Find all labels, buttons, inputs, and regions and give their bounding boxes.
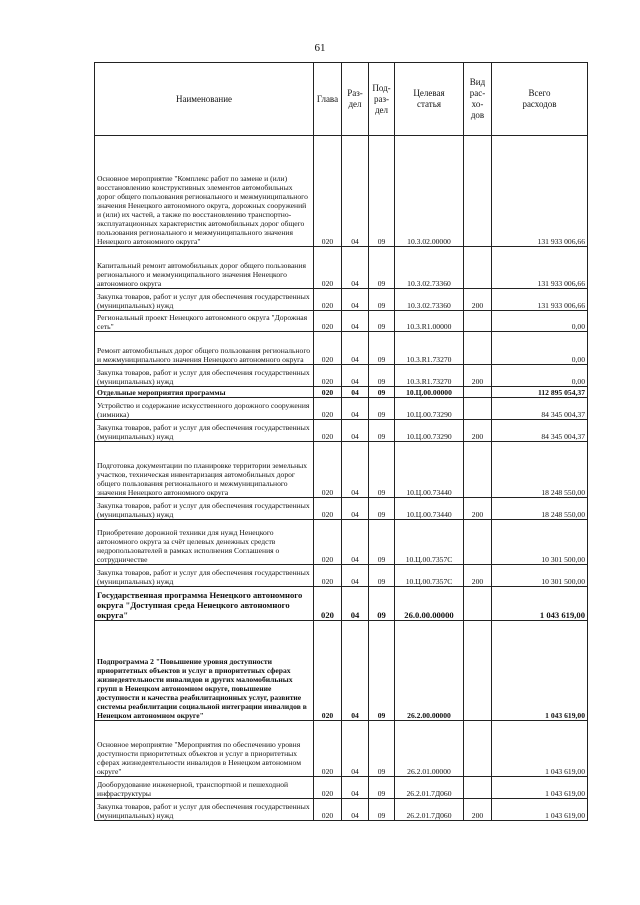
cell-total: 112 895 054,37 — [492, 387, 588, 398]
cell-vid — [464, 777, 492, 799]
cell-razdel: 04 — [342, 442, 369, 498]
cell-glava: 020 — [314, 136, 342, 247]
cell-podrazdel: 09 — [369, 721, 395, 777]
table-row — [95, 442, 588, 498]
cell-glava: 020 — [314, 289, 342, 311]
table-row — [95, 498, 588, 520]
cell-target: 10.Ц.00.00000 — [395, 387, 464, 398]
cell-vid: 200 — [464, 565, 492, 587]
cell-target: 10.3.R1.73270 — [395, 365, 464, 387]
cell-razdel: 04 — [342, 799, 369, 821]
cell-podrazdel: 09 — [369, 621, 395, 721]
cell-name: Капитальный ремонт автомобильных дорог общего пользования регионального и межмуниципального значения Ненецкого автономного округа — [95, 247, 314, 289]
cell-name: Закупка товаров, работ и услуг для обеспечения государственных (муниципальных) нужд — [95, 565, 314, 587]
table-row — [95, 799, 588, 821]
cell-vid — [464, 387, 492, 398]
cell-name: Закупка товаров, работ и услуг для обеспечения государственных (муниципальных) нужд — [95, 799, 314, 821]
cell-total: 0,00 — [492, 332, 588, 365]
cell-razdel: 04 — [342, 289, 369, 311]
cell-glava: 020 — [314, 332, 342, 365]
cell-vid: 200 — [464, 498, 492, 520]
cell-target: 10.Ц.00.73290 — [395, 420, 464, 442]
cell-razdel: 04 — [342, 565, 369, 587]
cell-razdel: 04 — [342, 247, 369, 289]
table-row — [95, 621, 588, 721]
cell-vid — [464, 587, 492, 621]
cell-target: 10.Ц.00.73440 — [395, 442, 464, 498]
cell-vid — [464, 520, 492, 565]
cell-name: Дооборудование инженерной, транспортной и пешеходной инфраструктуры — [95, 777, 314, 799]
header-glava: Глава — [314, 63, 342, 136]
cell-podrazdel: 09 — [369, 398, 395, 420]
cell-razdel: 04 — [342, 777, 369, 799]
table-row — [95, 520, 588, 565]
cell-glava: 020 — [314, 365, 342, 387]
cell-name: Государственная программа Ненецкого автономного округа "Доступная среда Ненецкого автономного округа" — [95, 587, 314, 621]
cell-name: Ремонт автомобильных дорог общего пользования регионального и межмуниципального значения Ненецкого автономного округа — [95, 332, 314, 365]
cell-name: Подпрограмма 2 "Повышение уровня доступности приоритетных объектов и услуг в приоритетных сферах жизнедеятельности инвалидов и других маломобильных групп в Ненецком автономном округе, повышение доступности и качества реабилитационных услуг, развитие системы реабилитации социальной интеграции инвалидов в Ненецком автономном округе" — [95, 621, 314, 721]
cell-razdel: 04 — [342, 365, 369, 387]
cell-vid — [464, 311, 492, 332]
cell-target: 10.3.R1.00000 — [395, 311, 464, 332]
cell-target: 10.Ц.00.7357С — [395, 565, 464, 587]
cell-vid — [464, 442, 492, 498]
cell-target: 26.2.01.7Д060 — [395, 799, 464, 821]
table-row — [95, 136, 588, 247]
cell-glava: 020 — [314, 777, 342, 799]
cell-glava: 020 — [314, 799, 342, 821]
cell-name: Закупка товаров, работ и услуг для обеспечения государственных (муниципальных) нужд — [95, 289, 314, 311]
cell-name: Региональный проект Ненецкого автономного округа "Дорожная сеть" — [95, 311, 314, 332]
cell-glava: 020 — [314, 387, 342, 398]
cell-total: 131 933 006,66 — [492, 136, 588, 247]
cell-total: 84 345 004,37 — [492, 398, 588, 420]
cell-podrazdel: 09 — [369, 311, 395, 332]
table-row — [95, 398, 588, 420]
cell-glava: 020 — [314, 587, 342, 621]
cell-target: 10.3.02.73360 — [395, 247, 464, 289]
cell-podrazdel: 09 — [369, 387, 395, 398]
cell-razdel: 04 — [342, 398, 369, 420]
cell-name: Закупка товаров, работ и услуг для обеспечения государственных (муниципальных) нужд — [95, 498, 314, 520]
header-name: Наименование — [95, 63, 314, 136]
cell-glava: 020 — [314, 520, 342, 565]
cell-glava: 020 — [314, 398, 342, 420]
table-row — [95, 247, 588, 289]
cell-name: Устройство и содержание искусственного дорожного сооружения (зимника) — [95, 398, 314, 420]
cell-podrazdel: 09 — [369, 247, 395, 289]
table-header-row — [95, 63, 588, 136]
cell-total: 1 043 619,00 — [492, 799, 588, 821]
budget-table — [94, 62, 588, 821]
cell-podrazdel: 09 — [369, 498, 395, 520]
cell-vid: 200 — [464, 289, 492, 311]
cell-target: 10.3.R1.73270 — [395, 332, 464, 365]
cell-razdel: 04 — [342, 498, 369, 520]
cell-total: 1 043 619,00 — [492, 621, 588, 721]
cell-total: 1 043 619,00 — [492, 777, 588, 799]
cell-total: 18 248 550,00 — [492, 498, 588, 520]
cell-target: 10.Ц.00.73440 — [395, 498, 464, 520]
table-row — [95, 777, 588, 799]
cell-glava: 020 — [314, 721, 342, 777]
header-podrazdel: Под- раз- дел — [369, 63, 395, 136]
cell-vid — [464, 398, 492, 420]
cell-razdel: 04 — [342, 387, 369, 398]
cell-glava: 020 — [314, 498, 342, 520]
cell-vid: 200 — [464, 365, 492, 387]
table-row — [95, 565, 588, 587]
cell-razdel: 04 — [342, 721, 369, 777]
table-row — [95, 332, 588, 365]
cell-total: 1 043 619,00 — [492, 587, 588, 621]
cell-total: 18 248 550,00 — [492, 442, 588, 498]
cell-name: Основное мероприятие "Мероприятия по обеспечению уровня доступности приоритетных объектов и услуг в приоритетных сферах жизнедеятельности инвалидов в Ненецком автономном округе" — [95, 721, 314, 777]
cell-podrazdel: 09 — [369, 565, 395, 587]
table-row — [95, 311, 588, 332]
cell-razdel: 04 — [342, 621, 369, 721]
header-target: Целевая статья — [395, 63, 464, 136]
cell-razdel: 04 — [342, 332, 369, 365]
cell-vid — [464, 332, 492, 365]
cell-podrazdel: 09 — [369, 799, 395, 821]
table-row — [95, 365, 588, 387]
header-total: Всего расходов — [492, 63, 588, 136]
cell-name: Основное мероприятие "Комплекс работ по замене и (или) восстановлению конструктивных элементов автомобильных дорог общего пользования регионального и межмуниципального значения Ненецкого автономного округа, дорожных сооружений и (или) их частей, а также по восстановлению транспортно-эксплуатационных характеристик автомобильных дорог общего пользования регионального и межмуниципального значения Ненецкого автономного округа" — [95, 136, 314, 247]
cell-target: 26.2.01.00000 — [395, 721, 464, 777]
cell-name: Отдельные мероприятия программы — [95, 387, 314, 398]
cell-razdel: 04 — [342, 587, 369, 621]
cell-podrazdel: 09 — [369, 289, 395, 311]
cell-target: 10.Ц.00.7357С — [395, 520, 464, 565]
cell-target: 10.3.02.73360 — [395, 289, 464, 311]
table-row — [95, 420, 588, 442]
cell-vid: 200 — [464, 799, 492, 821]
cell-podrazdel: 09 — [369, 442, 395, 498]
cell-razdel: 04 — [342, 420, 369, 442]
cell-razdel: 04 — [342, 136, 369, 247]
table-row — [95, 289, 588, 311]
cell-vid: 200 — [464, 420, 492, 442]
cell-podrazdel: 09 — [369, 420, 395, 442]
cell-vid — [464, 721, 492, 777]
cell-name: Закупка товаров, работ и услуг для обеспечения государственных (муниципальных) нужд — [95, 365, 314, 387]
cell-glava: 020 — [314, 311, 342, 332]
cell-total: 1 043 619,00 — [492, 721, 588, 777]
cell-target: 10.Ц.00.73290 — [395, 398, 464, 420]
cell-glava: 020 — [314, 442, 342, 498]
table-row — [95, 587, 588, 621]
cell-total: 10 301 500,00 — [492, 520, 588, 565]
page-number: 61 — [314, 42, 326, 54]
cell-name: Закупка товаров, работ и услуг для обеспечения государственных (муниципальных) нужд — [95, 420, 314, 442]
table-row — [95, 721, 588, 777]
table-row — [95, 387, 588, 398]
cell-vid — [464, 621, 492, 721]
cell-podrazdel: 09 — [369, 332, 395, 365]
cell-razdel: 04 — [342, 520, 369, 565]
cell-glava: 020 — [314, 420, 342, 442]
cell-total: 131 933 006,66 — [492, 247, 588, 289]
cell-name: Приобретение дорожной техники для нужд Ненецкого автономного округа за счёт целевых денежных средств недропользователей в рамках исполнения Соглашения о сотрудничестве — [95, 520, 314, 565]
cell-podrazdel: 09 — [369, 136, 395, 247]
cell-glava: 020 — [314, 565, 342, 587]
cell-glava: 020 — [314, 247, 342, 289]
cell-name: Подготовка документации по планировке территории земельных участков, техническая инвентаризация автомобильных дорог общего пользования регионального и межмуниципального значения Ненецкого автономного округа — [95, 442, 314, 498]
cell-target: 10.3.02.00000 — [395, 136, 464, 247]
cell-glava: 020 — [314, 621, 342, 721]
cell-target: 26.0.00.00000 — [395, 587, 464, 621]
cell-podrazdel: 09 — [369, 520, 395, 565]
cell-total: 0,00 — [492, 365, 588, 387]
cell-razdel: 04 — [342, 311, 369, 332]
cell-podrazdel: 09 — [369, 587, 395, 621]
header-razdel: Раз- дел — [342, 63, 369, 136]
cell-target: 26.2.01.7Д060 — [395, 777, 464, 799]
cell-podrazdel: 09 — [369, 365, 395, 387]
cell-total: 10 301 500,00 — [492, 565, 588, 587]
cell-total: 131 933 006,66 — [492, 289, 588, 311]
cell-vid — [464, 247, 492, 289]
header-vid: Вид рас- хо- дов — [464, 63, 492, 136]
cell-total: 84 345 004,37 — [492, 420, 588, 442]
cell-podrazdel: 09 — [369, 777, 395, 799]
cell-target: 26.2.00.00000 — [395, 621, 464, 721]
cell-total: 0,00 — [492, 311, 588, 332]
cell-vid — [464, 136, 492, 247]
